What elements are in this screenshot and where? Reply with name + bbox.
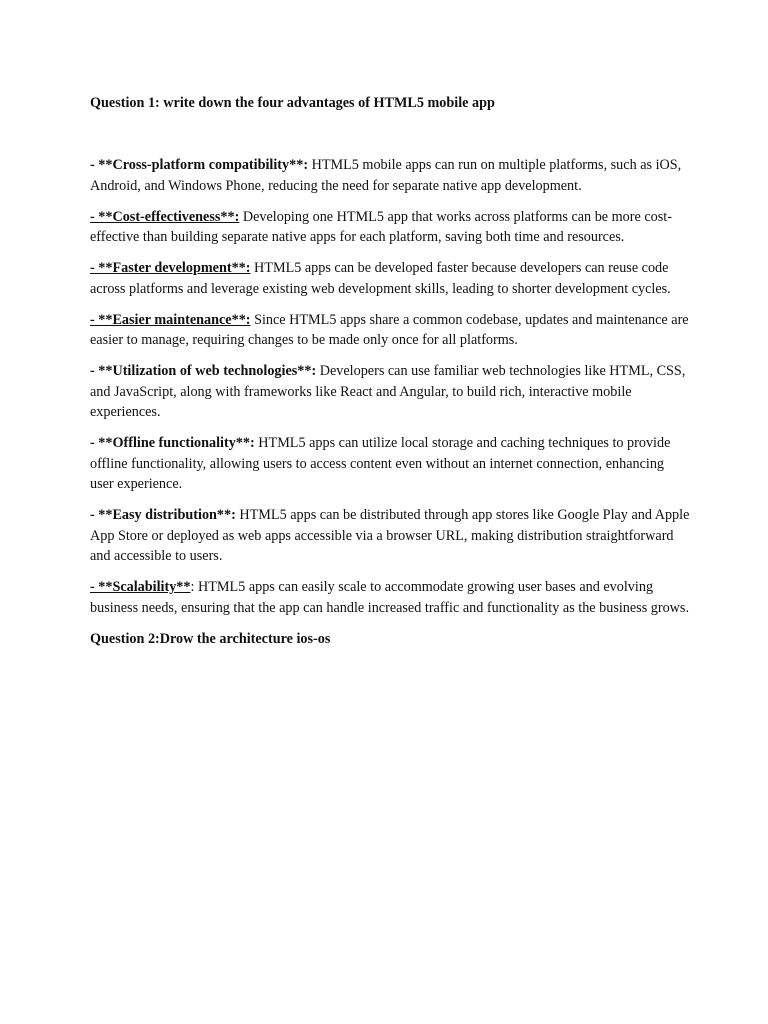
advantage-lead: - **Cross-platform compatibility**: bbox=[90, 157, 309, 173]
question-1-heading: Question 1: write down the four advantages of HTML5 mobile app bbox=[90, 95, 495, 111]
document-page bbox=[90, 93, 690, 649]
advantage-text: Developing one HTML5 app that works across platforms can be more cost-effective than building separate native apps for each platform, saving both time and resources. bbox=[90, 208, 672, 245]
advantage-text: HTML5 apps can be distributed through app stores like Google Play and Apple App Store or deployed as web apps accessible via a browser URL, making distribution straightforward and accessible to users. bbox=[90, 507, 690, 564]
advantage-text: HTML5 apps can utilize local storage and caching techniques to provide offline functionality, allowing users to access content even without an internet connection, enhancing user experience. bbox=[90, 435, 671, 492]
advantage-item-faster-development bbox=[90, 258, 690, 299]
advantage-text: HTML5 apps can be developed faster because developers can reuse code across platforms and leverage existing web development skills, leading to shorter development cycles. bbox=[90, 260, 671, 297]
advantage-item-offline-functionality bbox=[90, 433, 690, 495]
advantage-item-easier-maintenance bbox=[90, 310, 690, 351]
advantage-lead: - **Faster development**: bbox=[90, 260, 251, 276]
advantage-item-cost-effectiveness bbox=[90, 207, 690, 248]
advantage-item-easy-distribution bbox=[90, 505, 690, 567]
advantage-text: Since HTML5 apps share a common codebase, updates and maintenance are easier to manage, requiring changes to be made only once for all platforms. bbox=[90, 311, 689, 348]
advantage-item-scalability bbox=[90, 577, 690, 618]
advantage-lead: - **Cost-effectiveness**: bbox=[90, 208, 240, 225]
advantage-lead: - **Easy distribution**: bbox=[90, 507, 236, 523]
advantage-lead: - **Easier maintenance**: bbox=[90, 311, 251, 328]
advantage-text: HTML5 mobile apps can run on multiple platforms, such as iOS, Android, and Windows Phone, reducing the need for separate native app development. bbox=[90, 157, 682, 194]
advantage-lead: - **Offline functionality**: bbox=[90, 435, 255, 451]
advantage-item-web-technologies bbox=[90, 361, 690, 423]
advantage-lead: - **Utilization of web technologies**: bbox=[90, 363, 317, 379]
question-2-heading: Question 2:Drow the architecture ios-os bbox=[90, 630, 331, 647]
advantage-lead: - **Scalability** bbox=[90, 579, 191, 595]
advantage-text: Developers can use familiar web technologies like HTML, CSS, and JavaScript, along with frameworks like React and Angular, to build rich, interactive mobile experiences. bbox=[90, 363, 686, 420]
advantage-text: : HTML5 apps can easily scale to accommodate growing user bases and evolving business needs, ensuring that the app can handle increased traffic and functionality as the business grows. bbox=[90, 579, 689, 616]
advantage-item-cross-platform bbox=[90, 155, 690, 196]
